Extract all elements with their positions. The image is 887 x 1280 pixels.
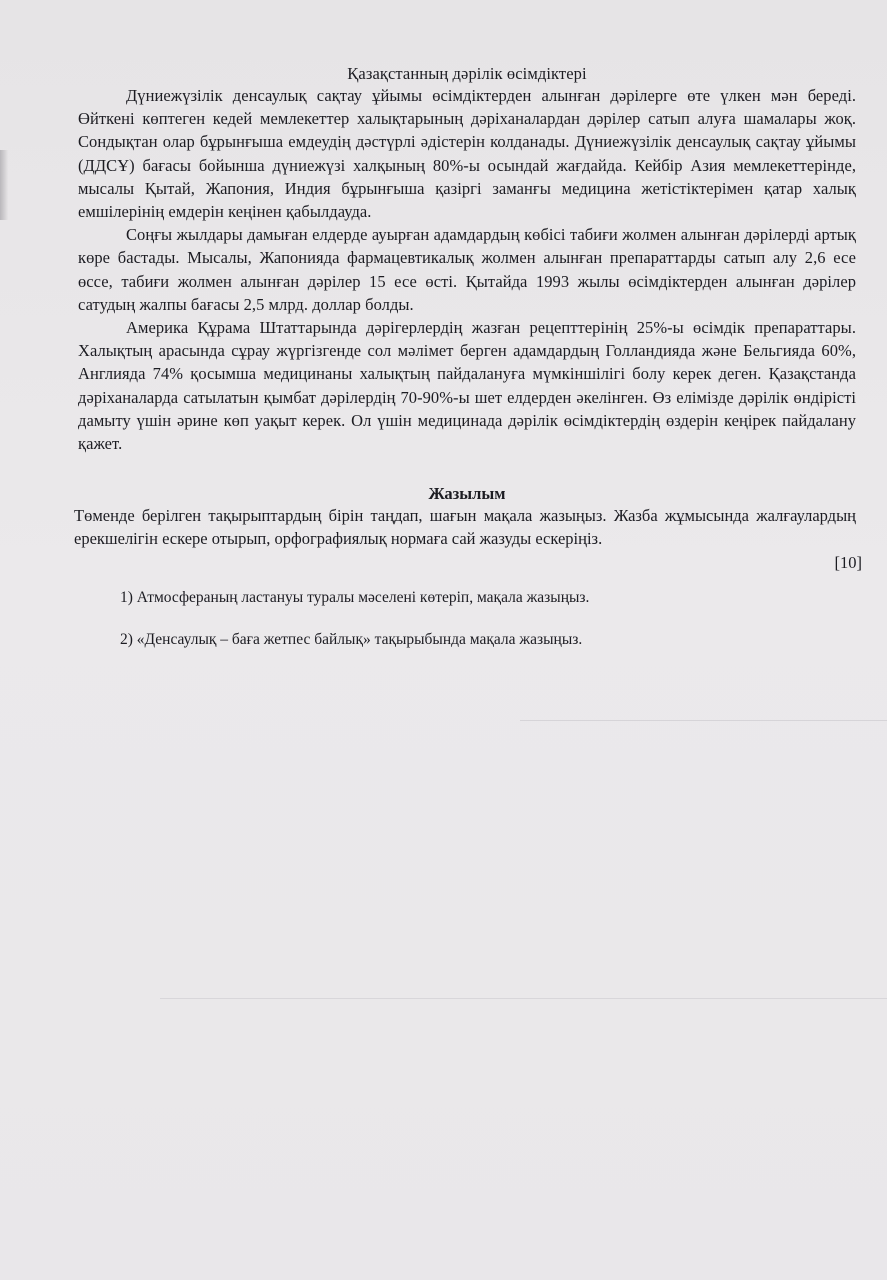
- paragraph-3: Америка Құрама Штаттарында дәрігерлердің жазған рецепттерінің 25%-ы өсімдік препараттары. Халықтың арасында сұрау жүргізгенде сол мәлімет берген адамдардың Голландияда және Бельгияда 60%, Англияда 74% қосымша медицинаны халықтың пайдалануға мүмкіншілігі болу керек деген. Қазақстанда дәріханаларда сатылатын қымбат дәрілердің 70-90%-ы шет елдерден әкелінген. Өз елімізде дәрілік өндірісті дамыту үшін әрине көп уақыт керек. Ол үшін медицинада дәрілік өсімдіктердің өздерін кеңірек пайдалану қажет.: [78, 318, 856, 454]
- page-edge-shadow: [0, 150, 8, 220]
- writing-section-heading: Жазылым: [428, 484, 506, 504]
- text-area: [74, 64, 862, 650]
- paragraph-1: Дүниежүзілік денсаулық сақтау ұйымы өсімдіктерден алынған дәрілерге өте үлкен мән береді. Өйткені көптеген кедей мемлекеттер халықтарының дәріханалардан дәрілер сатып алуға шамалары жоқ. Сондықтан олар бұрынғыша емдеудің дәстүрлі әдістерін колданады. Дүниежүзілік денсаулық сақтау ұйымы (ДДСҰ) бағасы бойынша дүниежүзі халқының 80%-ы осындай жағдайда. Кейбір Азия мемлекеттерінде, мысалы Қытай, Жапония, Индия бұрынғыша қазіргі заманғы медицина жетістіктерімен қатар халық емшілерінің емдерін кеңінен қабылдауда.: [78, 86, 856, 222]
- paper-crease: [520, 720, 887, 721]
- writing-instruction: Төменде берілген тақырыптардың бірін таңдап, шағын мақала жазыңыз. Жазба жұмысында жалғаулардың ерекшелігін ескере отырып, орфографиялық нормаға сай жазуды ескеріңіз.: [74, 506, 856, 549]
- paragraph-2: Соңғы жылдары дамыған елдерде ауырған адамдардың көбісі табиғи жолмен алынған дәрілерді артық көре бастады. Мысалы, Жапонияда фармацевтикалық жолмен алынған препараттарды сатып алу 2,6 есе өссе, табиғи жолмен алынған дәрілер 15 есе өсті. Қытайда 1993 жылы өсімдіктерден алынған дәрілер сатудың жалпы бағасы 2,5 млрд. доллар болды.: [78, 225, 856, 314]
- topic-option-1: 1) Атмосфераның ластануы туралы мәселені көтеріп, мақала жазыңыз.: [120, 589, 590, 607]
- topic-option-2: 2) «Денсаулық – баға жетпес байлық» тақырыбында мақала жазыңыз.: [120, 631, 583, 649]
- paper-crease: [160, 998, 887, 999]
- document-title: Қазақстанның дәрілік өсімдіктері: [347, 64, 587, 83]
- score-label: [10]: [834, 553, 862, 573]
